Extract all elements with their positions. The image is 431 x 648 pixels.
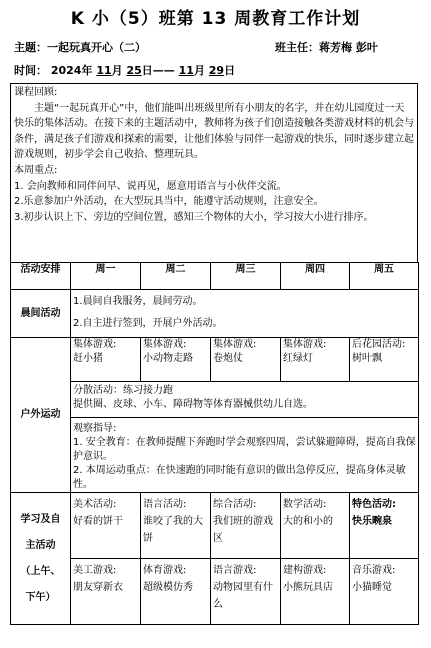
focus-heading: 本周重点: [14, 164, 58, 176]
review-box [10, 83, 418, 263]
study-label-1: 学习及自 [20, 513, 61, 525]
study-name: 快乐畹泉 [352, 516, 392, 527]
outdoor-guide-row [11, 418, 419, 493]
theme-label: 主题： [14, 41, 47, 54]
morning-item-1: 1.晨间自我服务，晨间劳动。 [73, 296, 203, 307]
time-end-month: 11 [178, 64, 194, 77]
outdoor-games-row [11, 338, 419, 382]
guide-item-1: 1. 安全教育：在教师提醒下奔跑时学会观察四周，尝试躲避障碍，提高自我保护意识。 [73, 437, 416, 462]
morning-row [11, 290, 419, 338]
study-mon-1 [71, 493, 141, 559]
page-title: K 小（5）班第 13 周教育工作计划 [70, 9, 361, 29]
time-start-day: 25 [126, 64, 142, 77]
study-row-1 [11, 493, 419, 559]
header-fri: 周五 [350, 263, 419, 290]
time-year: 2024 [50, 64, 82, 77]
game-name: 小动物走路 [143, 353, 193, 364]
outdoor-game-fri [350, 338, 419, 382]
study-type: 音乐游戏: [352, 565, 396, 576]
header-thu: 周四 [281, 263, 350, 290]
teacher-value: 蒋芳梅 彭叶 [319, 41, 378, 54]
study-row-2 [11, 559, 419, 625]
group-activity: 分散活动：练习接力跑 [73, 385, 173, 396]
game-type: 集体游戏: [283, 339, 327, 350]
game-name: 卷炮仗 [213, 353, 243, 364]
study-label [11, 493, 71, 625]
year-unit: 年 [81, 64, 93, 77]
study-name: 谁咬了我的大饼 [143, 516, 203, 544]
game-name: 红绿灯 [283, 353, 313, 364]
game-type: 集体游戏: [213, 339, 257, 350]
guide-heading: 观察指导: [73, 423, 117, 434]
focus-point-1: 1. 会向教师和同伴问早、说再见，愿意用语言与小伙伴交流。 [14, 180, 287, 192]
study-type: 特色活动: [352, 499, 396, 510]
teacher-label: 班主任： [275, 41, 319, 54]
focus-point-3: 3.初步认识上下、旁边的空间位置，感知三个物体的大小，学习按大小进行排序。 [14, 211, 374, 223]
morning-content [71, 290, 419, 338]
study-name: 小猫睡觉 [352, 582, 392, 593]
time-label: 时间： [14, 64, 47, 77]
header-tue: 周二 [141, 263, 211, 290]
study-type: 体育游戏: [143, 565, 187, 576]
study-type: 语言活动: [143, 499, 187, 510]
review-body: 主题“一起玩真开心”中，他们能叫出班级里所有小朋友的名字，并在幼儿园度过一天快乐的集体活动。在接下来的主题活动中，教师将为孩子们创造接触各类游戏材料的机会与条件，满足孩子们游戏和探索的需要，让他们体验与同伴一起游戏的快乐，同时逐步建立起游戏规则，初步学会自己收拾、整理玩具。 [14, 102, 414, 161]
outdoor-group [71, 382, 419, 418]
time-line [14, 62, 235, 78]
study-type: 数学活动: [283, 499, 327, 510]
study-tue-1 [141, 493, 211, 559]
game-type: 集体游戏: [143, 339, 187, 350]
morning-label: 晨间活动 [11, 290, 71, 338]
study-label-4: 下午） [25, 591, 56, 603]
study-thu-2 [281, 559, 350, 625]
game-type: 后花园活动: [352, 339, 406, 350]
game-type: 集体游戏: [73, 339, 117, 350]
month-unit-2: 月 [193, 64, 205, 77]
study-type: 建构游戏: [283, 565, 327, 576]
materials: 提供圈、皮球、小车、障碍物等体育器械供幼儿自选。 [73, 399, 313, 410]
morning-item-2: 2.自主进行签到，开展户外活动。 [73, 318, 223, 329]
study-wed-2 [211, 559, 281, 625]
header-activity: 活动安排 [11, 263, 71, 290]
month-unit: 月 [111, 64, 123, 77]
study-fri-2 [350, 559, 419, 625]
study-tue-2 [141, 559, 211, 625]
outdoor-game-wed [211, 338, 281, 382]
study-name: 我们班的游戏区 [213, 516, 273, 544]
schedule-table [10, 262, 419, 625]
study-name: 超级模仿秀 [143, 582, 193, 593]
focus-point-2: 2.乐意参加户外活动，在大型玩具当中，能遵守活动规则，注意安全。 [14, 196, 324, 208]
study-type: 美术活动: [73, 499, 117, 510]
guide-item-2: 2. 本周运动重点：在快速跑的同时能有意识的做出急停反应，提高身体灵敏性。 [73, 465, 406, 490]
outdoor-game-tue [141, 338, 211, 382]
study-type: 语言游戏: [213, 565, 257, 576]
schedule-header-row [11, 263, 419, 290]
study-mon-2 [71, 559, 141, 625]
game-name: 赶小猪 [73, 353, 103, 364]
study-fri-1 [350, 493, 419, 559]
outdoor-game-thu [281, 338, 350, 382]
study-name: 大的和小的 [283, 516, 333, 527]
header-wed: 周三 [211, 263, 281, 290]
study-name: 小熊玩具店 [283, 582, 333, 593]
outdoor-label: 户外运动 [11, 338, 71, 493]
study-label-3: （上午、 [20, 565, 61, 577]
game-name: 树叶飘 [352, 353, 382, 364]
teacher-line [275, 39, 378, 55]
study-label-2: 主活动 [25, 539, 56, 551]
review-heading: 课程回顾: [14, 87, 58, 98]
study-type: 美工游戏: [73, 565, 117, 576]
study-wed-1 [211, 493, 281, 559]
end-unit: 日 [224, 64, 236, 77]
study-type: 综合活动: [213, 499, 257, 510]
outdoor-group-row [11, 382, 419, 418]
header-mon: 周一 [71, 263, 141, 290]
theme-value: 一起玩真开心（二） [47, 41, 146, 54]
time-start-month: 11 [96, 64, 112, 77]
time-end-day: 29 [208, 64, 225, 77]
study-name: 动物园里有什么 [213, 582, 273, 610]
day-unit: 日—— [141, 64, 175, 77]
study-thu-1 [281, 493, 350, 559]
theme-line [14, 39, 146, 55]
study-name: 好看的饼干 [73, 516, 123, 527]
outdoor-game-mon [71, 338, 141, 382]
study-name: 朋友穿新衣 [73, 582, 123, 593]
outdoor-guide [71, 418, 419, 493]
